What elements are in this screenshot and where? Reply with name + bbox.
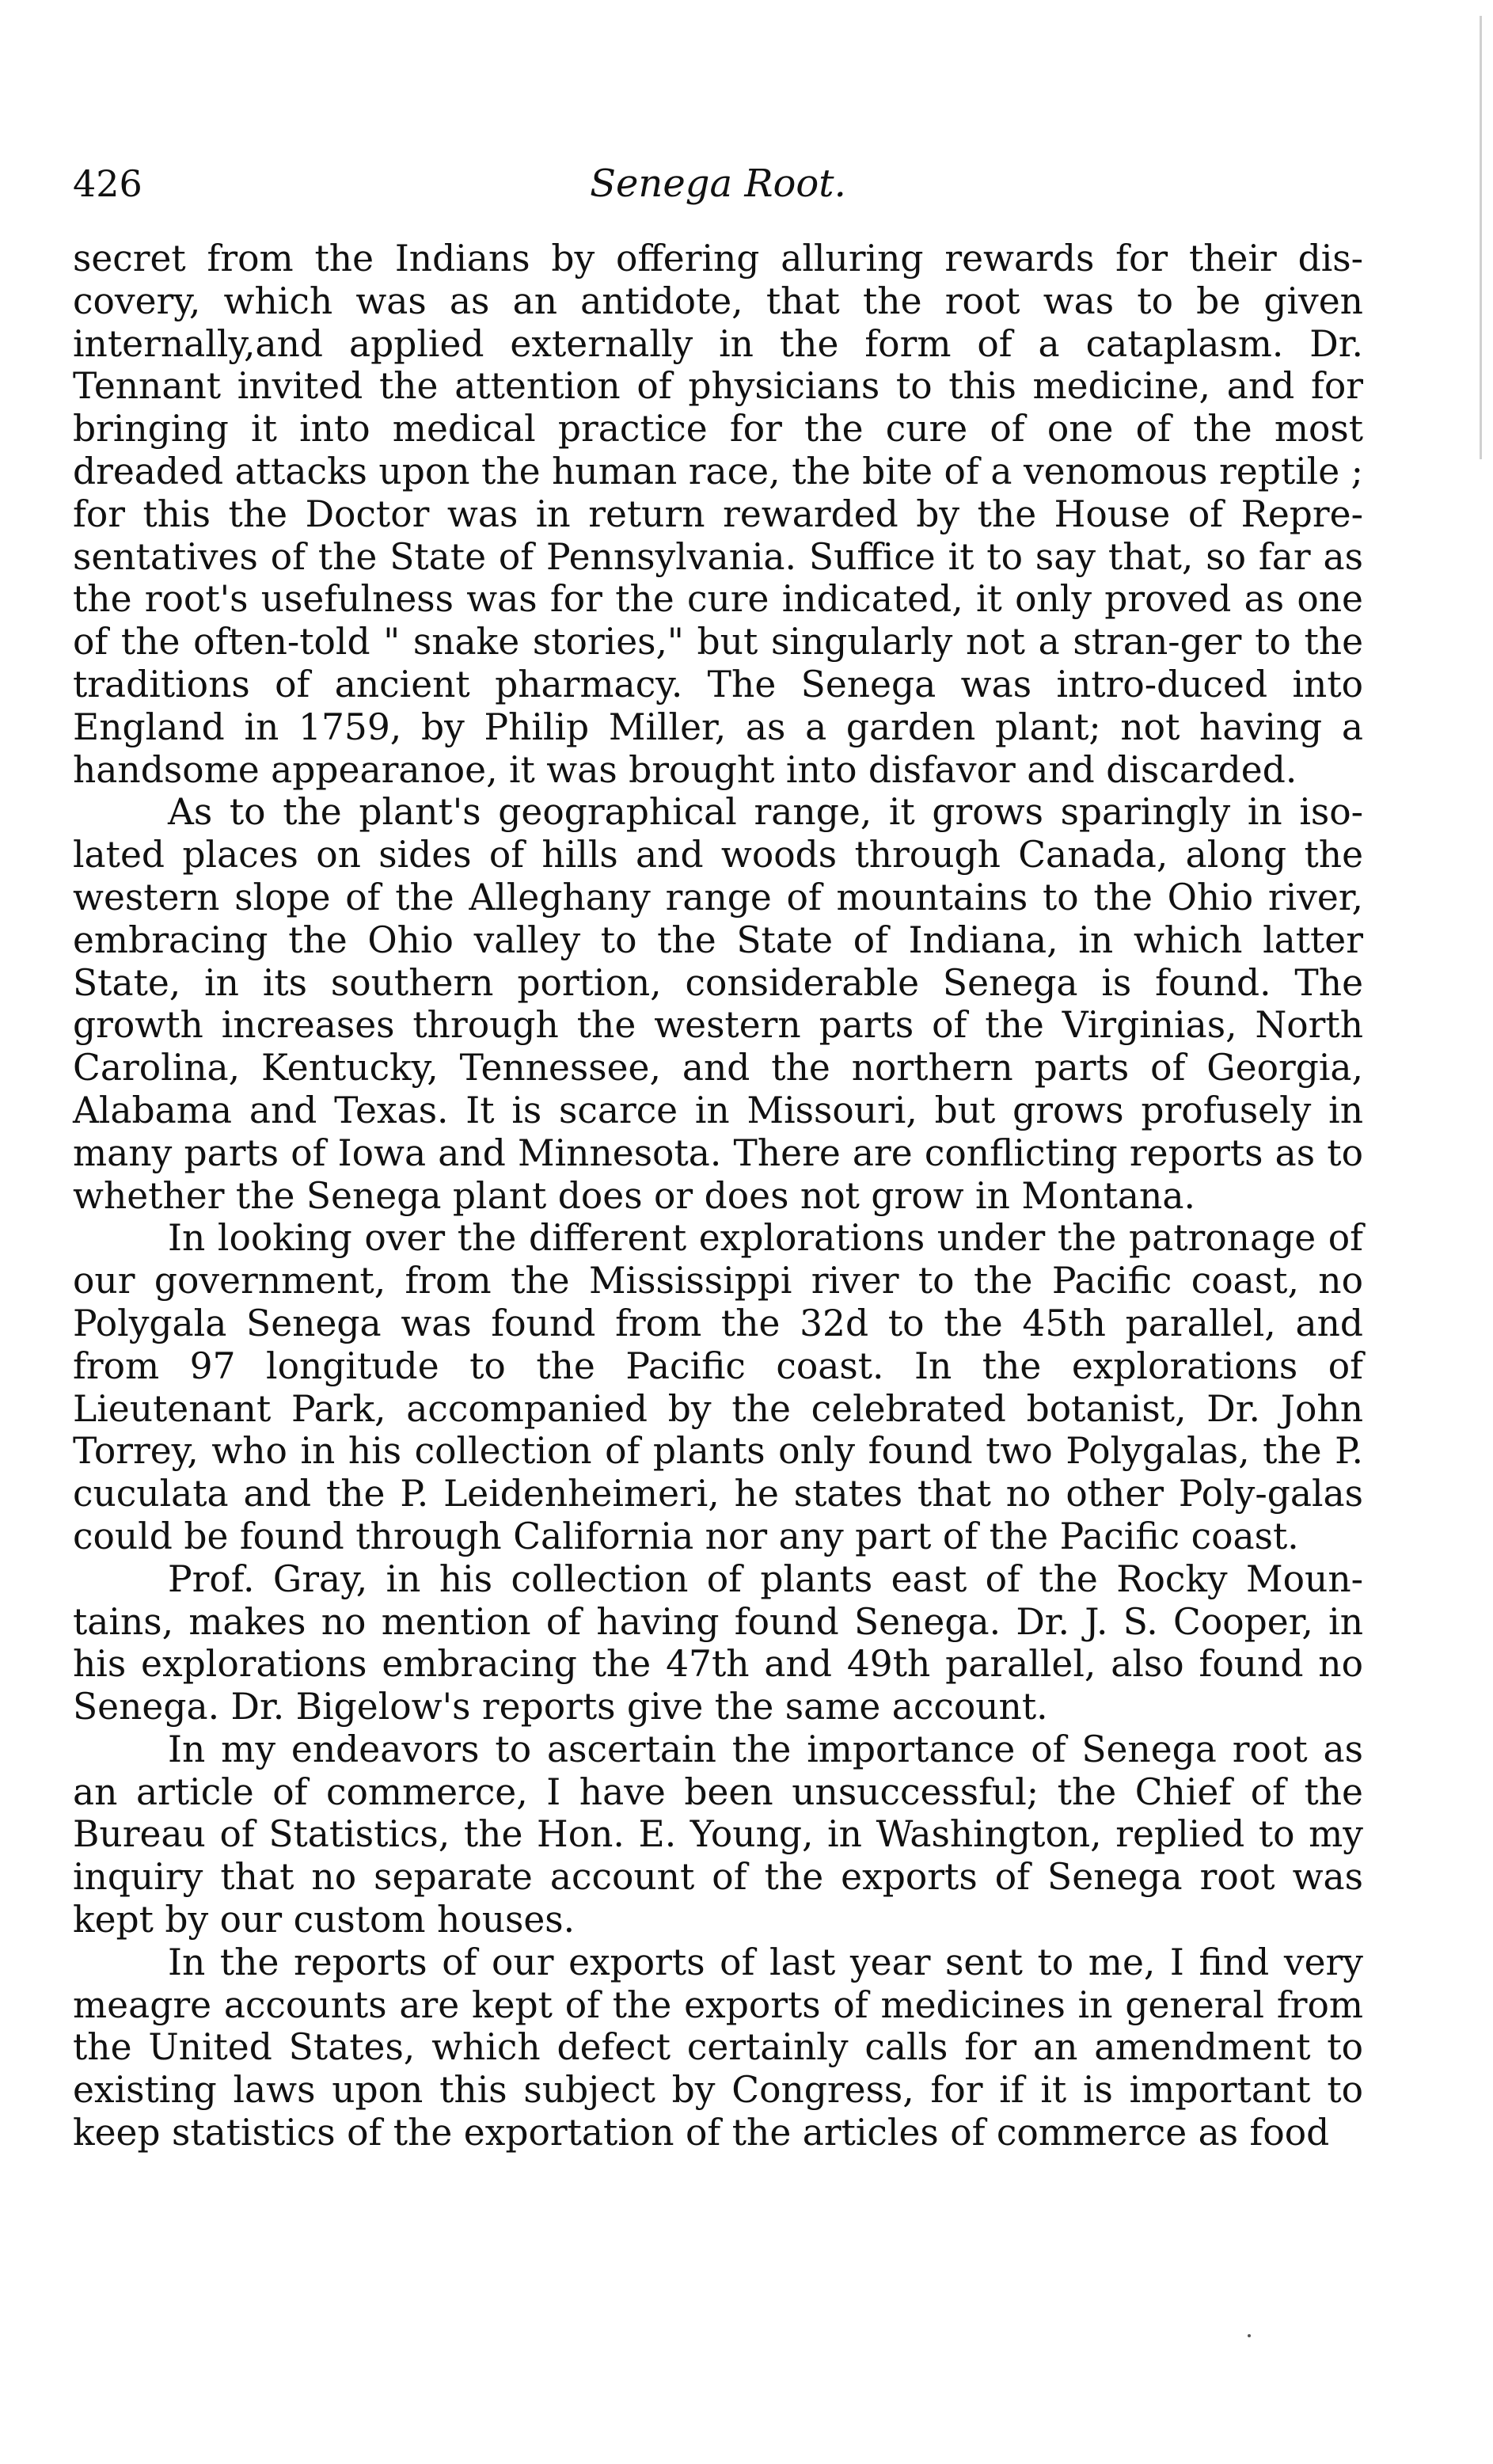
running-head xyxy=(73,158,1363,209)
paragraph-prof-gray: Prof. Gray, in his collection of plants east of the Rocky Moun-tains, makes no mention of having found Senega. Dr. J. S. Cooper, in his explorations embracing the 47th and 49th parallel, also found no Senega. Dr. Bigelow's reports give the same account. xyxy=(73,1557,1363,1728)
paragraph-continuation: secret from the Indians by offering alluring rewards for their dis-covery, which was as an antidote, that the root was to be given internally,and applied externally in the form of a cataplasm. Dr. Tennant invited the attention of physicians to this medicine, and for bringing it into medical practice for the cure of one of the most dreaded attacks upon the human race, the bite of a venomous reptile ; for this the Doctor was in return rewarded by the House of Repre-sentatives of the State of Pennsylvania. Suffice it to say that, so far as the root's usefulness was for the cure indicated, it only proved as one of the often-told " snake stories," but singularly not a stran-ger to the traditions of ancient pharmacy. The Senega was intro-duced into England in 1759, by Philip Miller, as a garden plant; not having a handsome appearanoe, it was brought into disfavor and discarded. xyxy=(73,238,1363,791)
paragraph-commerce: In my endeavors to ascertain the importance of Senega root as an article of commerce, I have been unsuccessful; the Chief of the Bureau of Statistics, the Hon. E. Young, in Washington, replied to my inquiry that no separate account of the exports of Senega root was kept by our custom houses. xyxy=(73,1728,1363,1941)
paragraph-exports: In the reports of our exports of last year sent to me, I find very meagre accounts are kept of the exports of medicines in general from the United States, which defect certainly calls for an amendment to existing laws upon this subject by Congress, for if it is important to keep statistics of the exportation of the articles of commerce as food xyxy=(73,1941,1363,2154)
body-text xyxy=(73,238,1363,2154)
running-title: Senega Root. xyxy=(590,162,846,206)
paragraph-geographical-range: As to the plant's geographical range, it grows sparingly in iso-lated places on sides of hills and woods through Canada, along the western slope of the Alleghany range of mountains to the Ohio river, embracing the Ohio valley to the State of Indiana, in which latter State, in its southern portion, considerable Senega is found. The growth increases through the western parts of the Virginias, North Carolina, Kentucky, Tennessee, and the northern parts of Georgia, Alabama and Texas. It is scarce in Missouri, but grows profusely in many parts of Iowa and Minnesota. There are conflicting reports as to whether the Senega plant does or does not grow in Montana. xyxy=(73,791,1363,1217)
scan-edge-line xyxy=(1480,16,1482,459)
scan-speck xyxy=(1248,2334,1251,2337)
page-number: 426 xyxy=(73,162,142,205)
paragraph-explorations: In looking over the different explorations under the patronage of our government, from the Mississippi river to the Pacific coast, no Polygala Senega was found from the 32d to the 45th parallel, and from 97 longitude to the Pacific coast. In the explorations of Lieutenant Park, accompanied by the celebrated botanist, Dr. John Torrey, who in his collection of plants only found two Polygalas, the P. cuculata and the P. Leidenheimeri, he states that no other Poly-galas could be found through California nor any part of the Pacific coast. xyxy=(73,1217,1363,1557)
